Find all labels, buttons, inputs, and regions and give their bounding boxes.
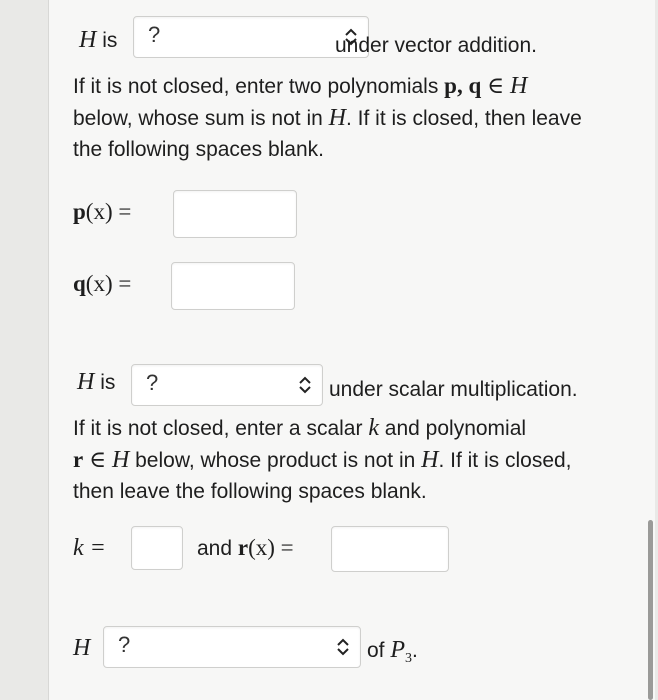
r-input[interactable] xyxy=(331,526,449,572)
addition-closure-select[interactable] xyxy=(133,16,369,58)
scalar-instructions-line1: If it is not closed, enter a scalar k and polynomial xyxy=(73,415,527,441)
q-label: q(x) = xyxy=(73,271,132,296)
addition-instructions-line3: the following spaces blank. xyxy=(73,138,324,161)
addition-suffix: under vector addition. xyxy=(335,34,537,57)
scalar-closure-value: ? xyxy=(146,370,159,395)
addition-prefix: H is xyxy=(79,27,118,53)
r-label: and r(x) = xyxy=(197,535,294,560)
chevron-up-down-icon xyxy=(334,636,352,658)
addition-instructions-line2: below, whose sum is not in H. If it is closed, then leave xyxy=(73,105,582,131)
p-input[interactable] xyxy=(173,190,297,238)
addition-closure-value: ? xyxy=(148,22,161,47)
subspace-H: H xyxy=(73,635,91,661)
addition-instructions-line1: If it is not closed, enter two polynomials p, q ∈ H xyxy=(73,73,528,99)
chevron-up-down-icon xyxy=(296,374,314,396)
subspace-select[interactable] xyxy=(103,626,361,668)
k-label: k = xyxy=(73,535,106,561)
k-input[interactable] xyxy=(131,526,183,570)
p-label: p(x) = xyxy=(73,199,132,224)
scalar-instructions-line2: r ∈ H below, whose product is not in H. If it is closed, xyxy=(73,447,572,473)
scrollbar[interactable] xyxy=(648,520,653,700)
q-input[interactable] xyxy=(171,262,295,310)
question-panel xyxy=(48,0,655,700)
scalar-suffix: under scalar multiplication. xyxy=(329,378,578,401)
scalar-closure-select[interactable] xyxy=(131,364,323,406)
subspace-suffix: of $P_3$. xyxy=(367,637,418,667)
scalar-prefix: H is xyxy=(77,369,116,395)
subspace-value: ? xyxy=(118,632,131,657)
scalar-instructions-line3: then leave the following spaces blank. xyxy=(73,480,427,503)
